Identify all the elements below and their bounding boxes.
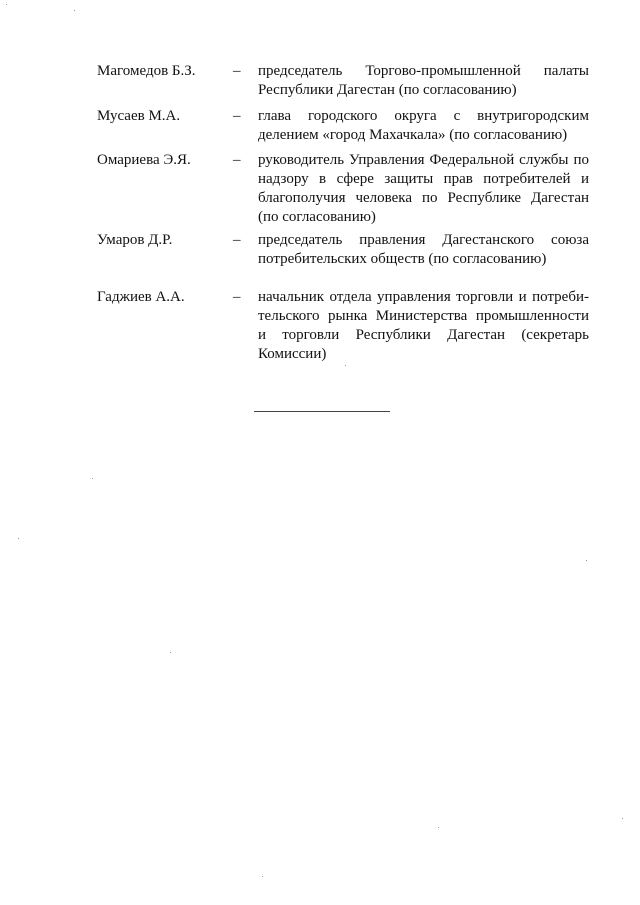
scan-speck [170,652,171,653]
scan-speck [438,827,439,828]
member-position-line: председатель правления Дагестанского союза [258,232,589,248]
member-position-line: начальник отдела управления торговли и потреби- [258,289,589,305]
scan-speck [586,560,587,561]
member-name: Гаджиев А.А. [97,289,185,305]
member-position-line: Комиссии) [258,346,327,362]
member-position-line: благополучия человека по Республике Дагестан [258,190,589,206]
member-dash: – [233,152,241,168]
member-name: Умаров Д.Р. [97,232,173,248]
member-position-line: потребительских обществ (по согласованию) [258,251,547,267]
member-dash: – [233,232,241,248]
member-position-line: делением «город Махачкала» (по согласованию) [258,127,568,143]
member-dash: – [233,63,241,79]
member-position [258,288,589,364]
member-position-line: руководитель Управления Федеральной службы по [258,152,589,168]
member-position-line: тельского рынка Министерства промышленности [258,308,589,324]
member-position [258,62,589,100]
scan-speck [18,538,19,539]
member-position-line: глава городского округа с внутригородским [258,108,589,124]
member-position-line: и торговли Республики Дагестан (секретарь [258,327,589,343]
member-position-line: надзору в сфере защиты прав потребителей и [258,171,589,187]
scan-speck [6,4,7,5]
scan-speck [345,365,346,366]
scan-speck [74,10,75,11]
member-position-line: (по согласованию) [258,209,376,225]
member-dash: – [233,289,241,305]
scan-speck [92,478,93,479]
scan-speck [262,876,263,877]
scan-speck [622,818,623,819]
member-position-line: председатель Торгово-промышленной палаты [258,63,589,79]
member-name: Мусаев М.А. [97,108,181,124]
member-dash: – [233,108,241,124]
member-name: Омариева Э.Я. [97,152,191,168]
member-name: Магомедов Б.З. [97,63,196,79]
end-separator-line [254,411,390,412]
member-position-line: Республики Дагестан (по согласованию) [258,82,517,98]
member-position [258,107,589,145]
member-position [258,151,589,227]
member-position [258,231,589,269]
